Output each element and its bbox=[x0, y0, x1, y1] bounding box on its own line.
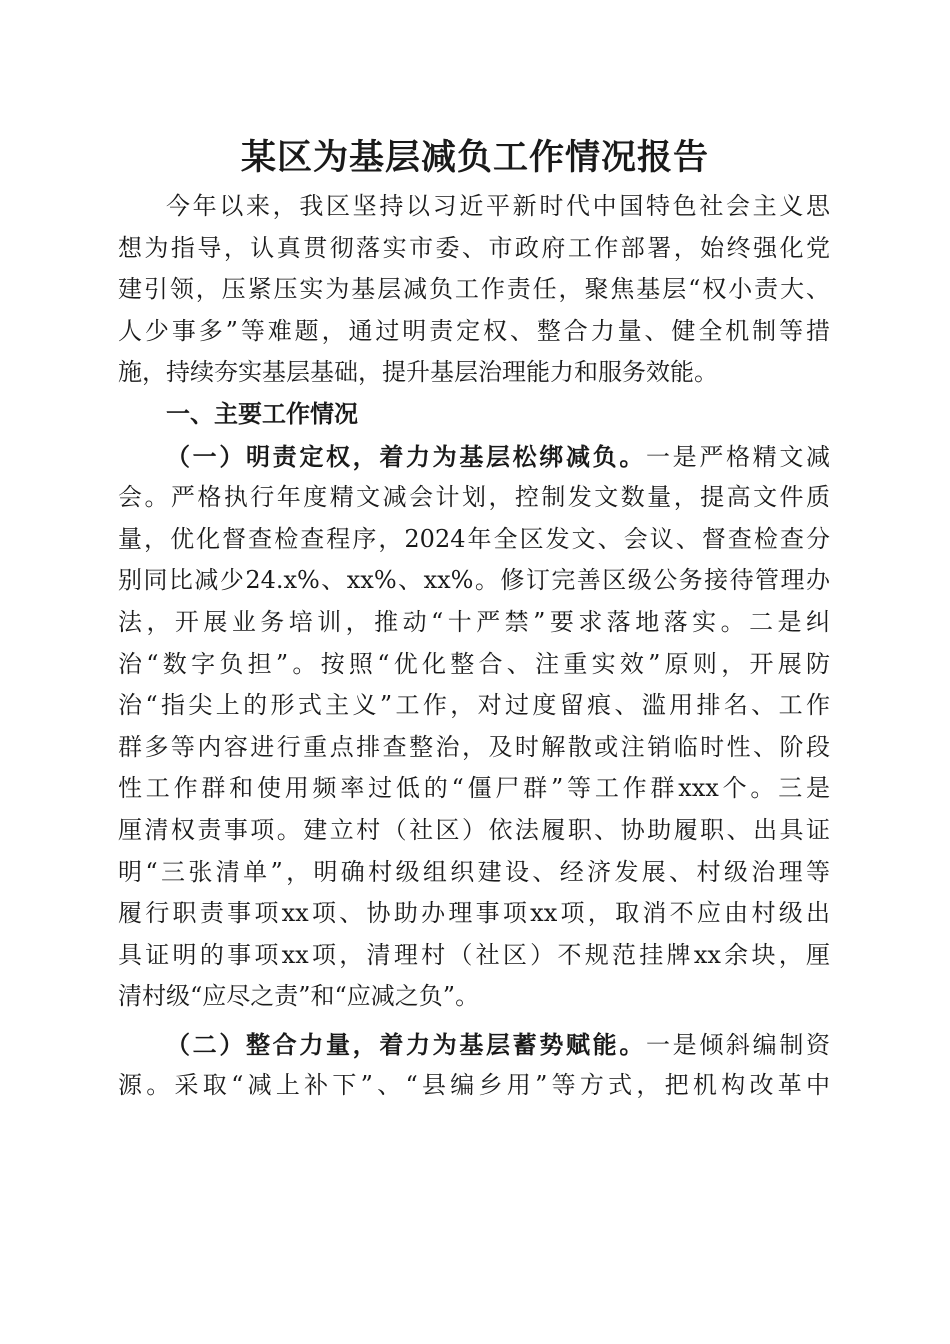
section-heading: 一、主要工作情况 bbox=[166, 399, 358, 428]
subsection-first-line-text: 一是严格精文减 bbox=[646, 442, 830, 471]
document-body bbox=[118, 186, 830, 1107]
paragraph-line: 别同比减少24.x%、xx%、xx%。修订完善区级公务接待管理办 bbox=[118, 566, 830, 595]
intro-line: 施，持续夯实基层基础，提升基层治理能力和服务效能。 bbox=[118, 358, 718, 387]
paragraph-line: 会。严格执行年度精文减会计划，控制发文数量，提高文件质 bbox=[118, 483, 830, 512]
paragraph-line: 具证明的事项xx项，清理村（社区）不规范挂牌xx余块，厘 bbox=[118, 940, 830, 969]
intro-line: 今年以来，我区坚持以习近平新时代中国特色社会主义思 bbox=[166, 192, 830, 220]
intro-line: 想为指导，认真贯彻落实市委、市政府工作部署，始终强化党 bbox=[118, 233, 830, 262]
paragraph-line: 明“三张清单”，明确村级组织建设、经济发展、村级治理等 bbox=[118, 857, 830, 886]
paragraph-line: 法，开展业务培训，推动“十严禁”要求落地落实。二是纠 bbox=[118, 607, 830, 636]
paragraph-line: 履行职责事项xx项、协助办理事项xx项，取消不应由村级出 bbox=[118, 899, 830, 928]
paragraph-line: 量，优化督查检查程序，2024年全区发文、会议、督查检查分 bbox=[118, 524, 830, 553]
paragraph-line: 源。采取“减上补下”、“县编乡用”等方式，把机构改革中 bbox=[118, 1071, 830, 1100]
subsection-heading: （一）明责定权，着力为基层松绑减负。 bbox=[166, 441, 646, 471]
subsection-heading: （二）整合力量，着力为基层蓄势赋能。 bbox=[166, 1029, 646, 1059]
document-title: 某区为基层减负工作情况报告 bbox=[240, 137, 709, 178]
paragraph-line: 群多等内容进行重点排查整治，及时解散或注销临时性、阶段 bbox=[118, 732, 830, 761]
subsection-first-line-text: 一是倾斜编制资 bbox=[646, 1030, 830, 1059]
paragraph-line: 性工作群和使用频率过低的“僵尸群”等工作群xxx个。三是 bbox=[118, 774, 830, 803]
paragraph-line: 清村级“应尽之责”和“应减之负”。 bbox=[118, 982, 480, 1011]
paragraph-line: 治“数字负担”。按照“优化整合、注重实效”原则，开展防 bbox=[118, 649, 830, 678]
paragraph-line: 治“指尖上的形式主义”工作，对过度留痕、滥用排名、工作 bbox=[118, 691, 830, 720]
paragraph-line: 厘清权责事项。建立村（社区）依法履职、协助履职、出具证 bbox=[118, 815, 830, 844]
intro-line: 建引领，压紧压实为基层减负工作责任，聚焦基层“权小责大、 bbox=[118, 275, 830, 304]
intro-line: 人少事多”等难题，通过明责定权、整合力量、健全机制等措 bbox=[118, 316, 830, 345]
subsection-first-line bbox=[118, 1024, 830, 1066]
subsection-first-line bbox=[118, 436, 830, 478]
